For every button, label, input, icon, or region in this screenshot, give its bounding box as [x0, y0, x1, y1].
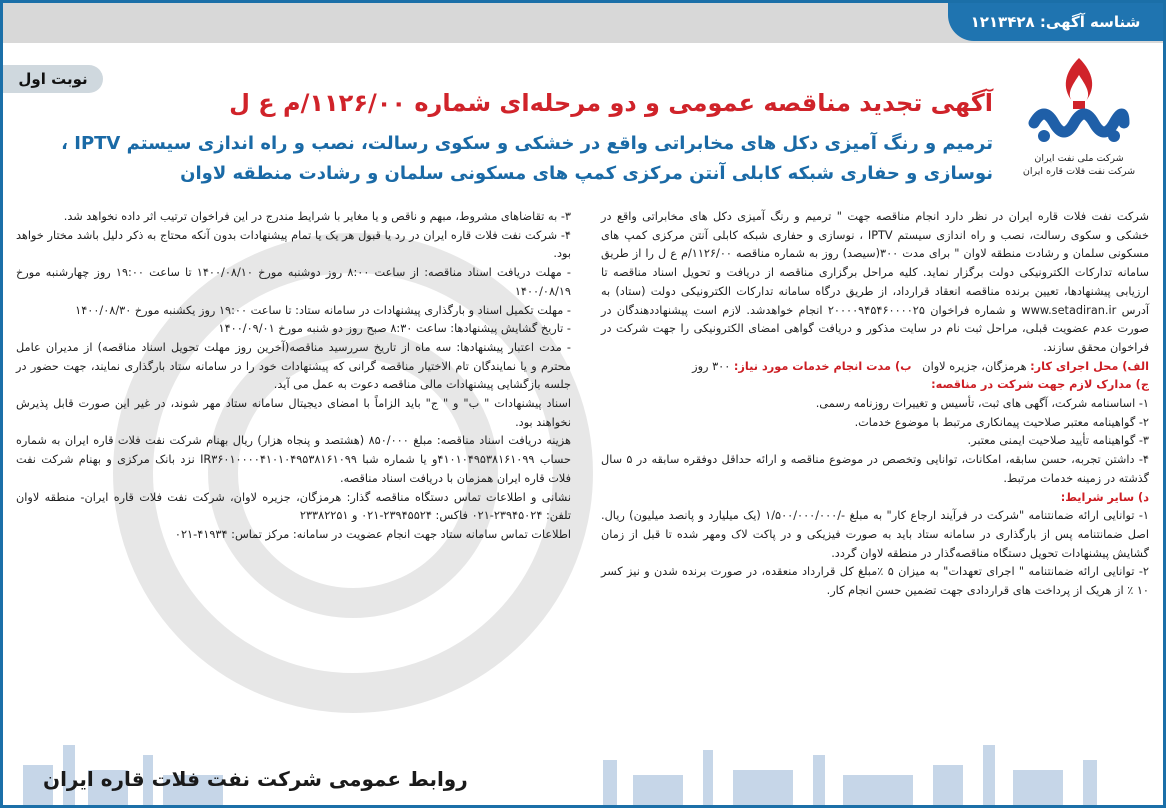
intro-paragraph: شرکت نفت فلات قاره ایران در نظر دارد انجام مناقصه جهت " ترمیم و رنگ آمیزی دکل های مخابراتی واقع در خشکی و سکوی رسالت، نصب و راه اندازی سیستم IPTV ، نوسازی و حفاری شبکه کابلی آنتن مرکزی کمپ های مسکونی سلمان و رشادت منطقه لاوان " برای مدت ۳۰۰(سیصد) روز به شماره مناقصه ۱۱۲۶/۰۰/م ع ل را از طریق سامانه تدارکات الکترونیکی دولت برگزار نماید. کلیه مراحل برگزاری مناقصه از دریافت و تحویل اسناد مناقصه تا ارزیابی پیشنهادها، تعیین برنده مناقصه انعقاد قرارداد، از طریق درگاه سامانه تدارکات الکترونیکی دولت (ستاد) به آدرس www.setadiran.ir و شماره فراخوان ۲۰۰۰۰۹۴۵۴۶۰۰۰۰۲۵ انجام خواهدشد. لازم است پیشنهاددهندگان در صورت عدم عضویت قبلی، مراحل ثبت نام در سایت مذکور و دریافت گواهی امضای الکترونیکی را جهت شرکت در فراخوان محقق سازند. — [601, 210, 1150, 354]
section-a-value: هرمزگان، جزیره لاوان — [922, 359, 1027, 373]
section-d-label: د) سایر شرایط: — [1060, 490, 1149, 504]
company-logo — [1009, 53, 1149, 203]
left-paragraph: اسناد پیشنهادات " ب" و " ج" باید الزاماً با امضای دیجیتال سامانه ستاد مهر شوند، در غیر این صورت قابل پذیرش نخواهند بود. — [16, 397, 571, 429]
round-badge — [3, 65, 103, 93]
section-a-b-row — [601, 358, 1149, 377]
left-paragraph: - مهلت دریافت اسناد مناقصه: از ساعت ۸:۰۰ روز دوشنبه مورخ ۱۴۰۰/۰۸/۱۰ تا ساعت ۱۹:۰۰ روز چهارشنبه مورخ ۱۴۰۰/۰۸/۱۹ — [16, 266, 572, 298]
left-column — [16, 208, 571, 545]
left-paragraph: ۴- شرکت نفت فلات قاره ایران در رد یا قبول هر یک یا تمام پیشنهادات بدون آنکه محتاج به ذکر دلیل باشد مختار خواهد بود. — [16, 228, 571, 261]
refinery-skyline-icon — [3, 725, 1166, 805]
ad-id-label: شناسه آگهی: ۱۲۱۳۴۲۸ — [970, 13, 1141, 31]
logo-caption-2: شرکت نفت فلات قاره ایران — [1022, 166, 1136, 177]
nioc-flame-logo-icon — [1024, 53, 1134, 148]
ad-subtitle-line-1: ترمیم و رنگ آمیزی دکل های مخابراتی واقع در خشکی و سکوی رسالت، نصب و راه اندازی سیستم IPTV ، — [61, 133, 993, 154]
section-c-label: ج) مدارک لازم جهت شرکت در مناقصه: — [931, 378, 1149, 392]
left-paragraph: هزینه دریافت اسناد مناقصه: مبلغ ۸۵۰/۰۰۰ (هشتصد و پنجاه هزار) ریال بهنام شرکت نفت فلات قاره ایران به شماره حساب ۴۱۰۱۰۴۹۵۳۸۱۶۱۰۹۹و یا شماره شبا IR۳۶۰۱۰۰۰۰۴۱۰۱۰۴۹۵۳۸۱۶۱۰۹۹ نزد بانک مرکزی و بهنام شرکت نفت فلات قاره ایران همزمان با دریافت اسناد مناقصه. — [16, 434, 572, 485]
right-column — [601, 208, 1149, 601]
section-c-item: ۳- گواهینامه تأیید صلاحیت ایمنی معتبر. — [967, 434, 1149, 448]
ad-subtitle-line-2: نوسازی و حفاری شبکه کابلی آنتن مرکزی کمپ های مسکونی سلمان و رشادت منطقه لاوان — [180, 163, 993, 184]
left-paragraph: - مدت اعتبار پیشنهادها: سه ماه از تاریخ سررسید مناقصه(آخرین روز مهلت تحویل اسناد مناقصه) از مدیران عامل محترم و یا نمایندگان تام الاختیار مناقصه گرانی که پیشنهادات خود را در سامانه ستاد بارگذاری نمایند، جهت حضور در جلسه بازگشایی پیشنهادات مالی مناقصه دعوت به عمل می آید. — [16, 340, 571, 392]
section-a-label: الف) محل اجرای کار: — [1030, 359, 1149, 373]
footer-signature: روابط عمومی شرکت نفت فلات قاره ایران — [43, 767, 468, 791]
left-paragraph: ۳- به تقاضاهای مشروط، مبهم و ناقص و یا مغایر با شرایط مندرج در این فراخوان ترتیب اثر داده نخواهد شد. — [63, 210, 571, 223]
logo-caption-1: شرکت ملی نفت ایران — [1034, 153, 1124, 164]
left-paragraph: - تاریخ گشایش پیشنهادها: ساعت ۸:۳۰ صبح روز دو شنبه مورخ ۱۴۰۰/۰۹/۰۱ — [218, 322, 571, 336]
left-paragraph: نشانی و اطلاعات تماس دستگاه مناقصه گذار: هرمزگان، جزیره لاوان، شرکت نفت فلات قاره ایران- منطقه لاوان تلفن: ۲۳۹۴۵۰۲۴-۰۲۱ فاکس: ۲۳۹۴۵۵۲۴-۰۲۱ و ۲۳۳۸۲۲۵۱ — [16, 490, 571, 523]
section-c-item: ۱- اساسنامه شرکت، آگهی های ثبت، تأسیس و تغییرات روزنامه رسمی. — [815, 397, 1149, 411]
ad-id-badge — [948, 3, 1163, 41]
section-d-item: ۲- توانایی ارائه ضمانتنامه " اجرای تعهدات" به میزان ۵ ٪مبلغ کل قرارداد منعقده، در صورت برنده شدن و نیز کسر ۱۰ ٪ از هریک از پرداخت های قراردادی جهت تضمین حسن انجام کار. — [601, 565, 1149, 598]
section-b-label: ب) مدت انجام خدمات مورد نیاز: — [733, 359, 912, 373]
round-label: نوبت اول — [18, 70, 88, 88]
section-c-item: ۲- گواهینامه معتبر صلاحیت پیمانکاری مرتبط با موضوع خدمات. — [854, 415, 1149, 429]
section-c-item: ۴- داشتن تجربه، حسن سابقه، امکانات، توانایی وتخصص در موضوع مناقصه و ارائه حداقل دوفقره سابقه در ۵ سال گذشته در زمینه خدمات مرتبط. — [601, 453, 1149, 485]
left-paragraph: - مهلت تکمیل اسناد و بارگذاری پیشنهادات در سامانه ستاد: تا ساعت ۱۹:۰۰ روز یکشنبه مورخ ۱۴۰۰/۰۸/۳۰ — [75, 303, 571, 317]
left-paragraph: اطلاعات تماس سامانه ستاد جهت انجام عضویت در سامانه: مرکز تماس: ۴۱۹۳۴-۰۲۱ — [174, 527, 571, 541]
section-b-value: ۳۰۰ روز — [692, 359, 731, 373]
ad-title: آگهی تجدید مناقصه عمومی و دو مرحله‌ای شماره ۱۱۲۶/۰۰/م ع ل — [229, 89, 993, 117]
section-d-item: ۱- توانایی ارائه ضمانتنامه "شرکت در فرآیند ارجاع کار" به مبلغ -/۱/۵۰۰/۰۰۰/۰۰۰ (یک میلیارد و پانصد میلیون) ریال. اصل ضمانتنامه پس از بارگذاری در سامانه ستاد باید به صورت فیزیکی و در پاکت لاک ومهر شده تا قبل از زمان گشایش پیشنهادات تحویل دستگاه مناقصه‌گذار در منطقه لاوان گردد. — [601, 509, 1149, 560]
